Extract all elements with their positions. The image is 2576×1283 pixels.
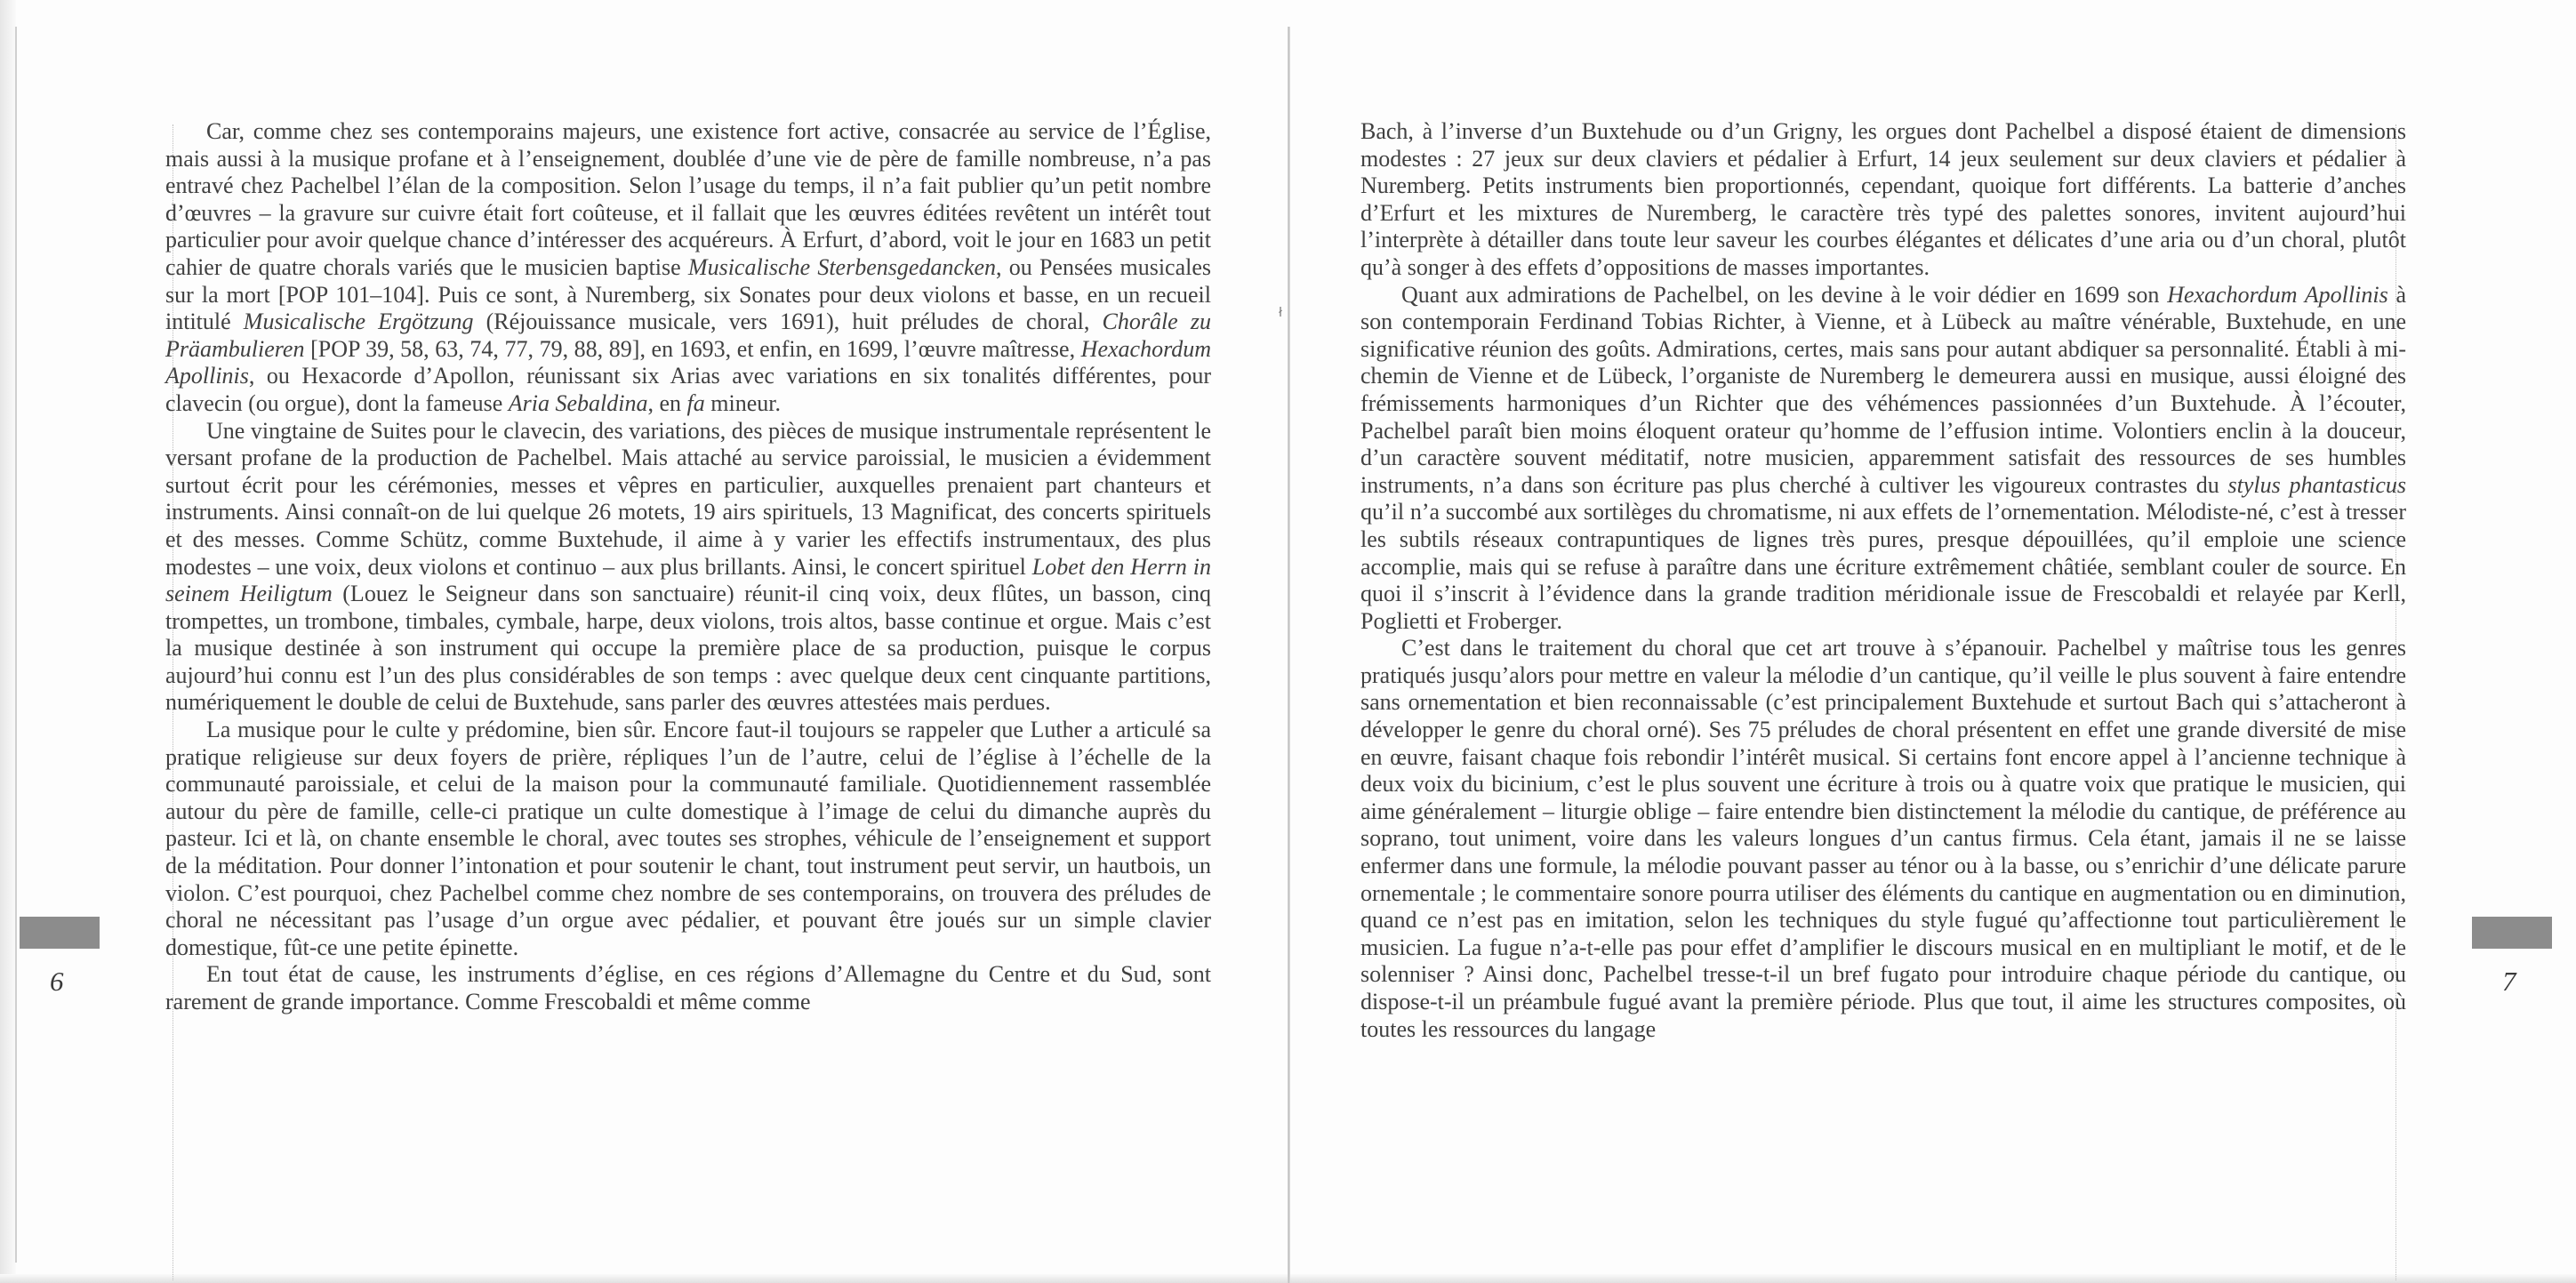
paragraph bbox=[165, 418, 1211, 718]
paragraph bbox=[165, 961, 1211, 1015]
italic-title: stylus phantasticus bbox=[2227, 471, 2406, 498]
text-run: (Louez le Seigneur dans son sanctuaire) réunit-il cinq voix, deux flûtes, un basson, cinq trompettes, un trombone, timbales, cymbale, harpe, deux violons, trois altos, basse continue et orgue. Mais c’est la musique destinée à son instrument qui occupe la première place de sa production, puisque le corpus aujourd’hui connu est l’un des plus considérables de son temps : avec quelque deux cent cinquante partitions, numériquement le double de celui de Buxtehude, sans parler des œuvres attestées mais perdues. bbox=[165, 581, 1211, 716]
page-number-left: 6 bbox=[50, 966, 64, 997]
right-thumb-tab bbox=[2472, 917, 2552, 949]
italic-title: fa bbox=[686, 389, 705, 416]
gutter-mark: ł bbox=[1279, 306, 1282, 320]
italic-title: Musicalische Ergötzung bbox=[243, 309, 474, 335]
text-run: , ou Pensées musicales sur la mort [POP 101–104]. Puis ce sont, à Nuremberg, six Sonates pour deux violons et basse, en un recueil intitulé bbox=[165, 253, 1212, 335]
italic-title: Hexachordum Apollinis bbox=[2167, 281, 2388, 308]
text-run: Une vingtaine de Suites pour le clavecin, des variations, des pièces de musique instrumentale représentent le versant profane de la production de Pachelbel. Mais attaché au service paroissial, le musicien a évidemment surtout écrit pour les cérémonies, messes et vêpres en particulier, auxquelles prenaient part chanteurs et instruments. Ainsi connaît-on de lui quelque 26 motets, 19 airs spirituels, 13 Magnificat, des concerts spirituels et des messes. Comme Schütz, comme Buxtehude, il aime à y varier les effectifs instrumentaux, des plus modestes – une voix, deux violons et continuo – aux plus brillants. Ainsi, le concert spirituel bbox=[165, 417, 1211, 580]
italic-title: Aria Sebaldina bbox=[508, 389, 648, 416]
text-run: qu’il n’a succombé aux sortilèges du chromatisme, ni aux effets de l’ornementation. Mélodiste-né, c’est à tresser les subtils réseaux contrapuntiques de lignes très pures, presque dépouillées, qu’il emploie une science accomplie, mais qui se refuse à paraître dans une écriture extrêmement châtiée, semblant couler de source. En quoi il s’inscrit à l’évidence dans la grande tradition méridionale issue de Frescobaldi et relayée par Kerll, Poglietti et Froberger. bbox=[1360, 499, 2406, 634]
book-gutter bbox=[1288, 27, 1290, 1283]
scan-edge-left bbox=[0, 0, 16, 1283]
text-run: , ou Hexacorde d’Apollon, réunissant six Arias avec variations en six tonalités différentes, pour clavecin (ou orgue), dont la fameuse bbox=[165, 363, 1211, 416]
text-run: En tout état de cause, les instruments d’église, en ces régions d’Allemagne du Centre et du Sud, sont rarement de grande importance. Comme Frescobaldi et même comme bbox=[165, 961, 1211, 1014]
right-page-text bbox=[1360, 118, 2406, 1043]
page-number-right: 7 bbox=[2502, 966, 2516, 997]
left-thumb-tab bbox=[20, 917, 100, 949]
text-run: La musique pour le culte y prédomine, bien sûr. Encore faut-il toujours se rappeler que Luther a articulé sa pratique religieuse sur deux foyers de prière, répliques l’un de l’autre, celui de l’église à l’échelle de la communauté paroissiale, et celui de la maison pour la communauté familiale. Quotidiennement rassemblée autour du père de famille, celle-ci pratique un culte domestique à l’image de celui du dimanche auprès du pasteur. Ici et là, on chante ensemble le choral, avec toutes ses strophes, véhicule de l’enseignement et support de la méditation. Pour donner l’intonation et pour soutenir le chant, tout instrument peut servir, un hautbois, un violon. C’est pourquoi, chez Pachelbel comme chez nombre de ses contemporains, on trouvera des préludes de choral ne nécessitant pas l’usage d’un orgue avec pédalier, et pouvant être joués sur un simple clavier domestique, fût-ce une petite épinette. bbox=[165, 717, 1211, 960]
italic-title: Musicalische Sterbensgedancken bbox=[687, 253, 997, 280]
italic-title: Chorâle zu Präambulieren bbox=[165, 309, 1211, 362]
text-run: à son contemporain Ferdinand Tobias Richter, à Vienne, et à Lübeck au maître vénérable, Buxtehude, en une significative réunion des goûts. Admirations, certes, mais sans pour autant abdiquer sa personnalité. Établi à mi-chemin de Vienne et de Lübeck, l’organiste de Nuremberg le demeurera aussi en musique, aussi éloigné des frémissements harmoniques d’un Richter que des véhémences passionnées d’un Buxtehude. À l’écouter, Pachelbel paraît bien moins éloquent orateur qu’homme de l’effusion intime. Volontiers enclin à la douceur, d’un caractère souvent méditatif, notre musicien, apparemment satisfait des ressources de ses humbles instruments, n’a dans son écriture pas plus cherché à cultiver les vigoureux contrastes du bbox=[1360, 281, 2406, 498]
text-run: (Réjouissance musicale, vers 1691), huit préludes de choral, bbox=[473, 309, 1103, 335]
text-run: Car, comme chez ses contemporains majeurs, une existence fort active, consacrée au service de l’Église, mais aussi à la musique profane et à l’enseignement, doublée d’une vie de père de famille nombreuse, n’a pas entravé chez Pachelbel l’élan de la composition. Selon l’usage du temps, il n’a fait publier qu’un petit nombre d’œuvres – la gravure sur cuivre était fort coûteuse, et il fallait que les œuvres éditées revêtent un intérêt tout particulier pour avoir quelque chance d’intéresser des acquéreurs. À Erfurt, d’abord, voit le jour en 1683 un petit cahier de quatre chorals variés que le musicien baptise bbox=[165, 118, 1211, 280]
paragraph bbox=[1360, 635, 2406, 1043]
paragraph bbox=[165, 118, 1211, 418]
left-page-text bbox=[165, 118, 1211, 1016]
paragraph bbox=[165, 717, 1211, 961]
italic-title: Lobet den Herrn in seinem Heiligtum bbox=[165, 553, 1211, 607]
text-run: C’est dans le traitement du choral que cet art trouve à s’épanouir. Pachelbel y maîtrise tous les genres pratiqués jusqu’alors pour mettre en valeur la mélodie d’un cantique, qu’il veille le plus souvent à faire entendre sans ornementation et bien reconnaissable (c’est principalement Buxtehude et surtout Bach qui s’attacheront à développer le genre du choral orné). Ses 75 préludes de choral présentent en effet une grande diversité de mise en œuvre, faisant chaque fois rebondir l’intérêt musical. Si certains font encore appel à l’ancienne technique à deux voix du bicinium, c’est le plus souvent une écriture à trois ou à quatre voix que pratique le musicien, qui aime généralement – liturgie oblige – faire entendre bien distinctement la mélodie du cantique, de préférence au soprano, tout uniment, voire dans les valeurs longues d’un cantus firmus. Cela étant, jamais il ne se laisse enfermer dans une formule, la mélodie pouvant passer au ténor ou à la basse, ou s’enrichir d’une délicate parure ornementale ; le commentaire sonore pourra utiliser des éléments du cantique en augmentation ou en diminution, quand ce n’est pas en imitation, selon les techniques du style fugué qu’affectionne tout particulièrement le musicien. La fugue n’a-t-elle pas pour effet d’amplifier le discours musical en en multipliant le motif, et de le solenniser ? Ainsi donc, Pachelbel tresse-t-il un bref fugato pour introduire chaque période du cantique, ou dispose-t-il un préambule fugué avant la première période. Plus que tout, il aime les structures composites, où toutes les ressources du langage bbox=[1360, 635, 2406, 1042]
text-run: , en bbox=[647, 389, 687, 416]
text-run: mineur. bbox=[704, 389, 781, 416]
text-run: Bach, à l’inverse d’un Buxtehude ou d’un Grigny, les orgues dont Pachelbel a disposé étaient de dimensions modestes : 27 jeux sur deux claviers et pédalier à Erfurt, 14 jeux seulement sur deux claviers et pédalier à Nuremberg. Petits instruments bien proportionnés, cependant, quoique fort différents. La batterie d’anches d’Erfurt et les mixtures de Nuremberg, le caractère très typé des palettes sonores, invitent aujourd’hui l’interprète à détailler dans toute leur saveur les courbes élégantes et délicates d’une aria ou d’un choral, plutôt qu’à songer à des effets d’oppositions de masses importantes. bbox=[1360, 118, 2406, 280]
text-run: [POP 39, 58, 63, 74, 77, 79, 88, 89], en 1693, et enfin, en 1699, l’œuvre maîtresse, bbox=[304, 335, 1081, 362]
text-run: Quant aux admirations de Pachelbel, on les devine à le voir dédier en 1699 son bbox=[1401, 281, 2168, 308]
paragraph bbox=[1360, 282, 2406, 636]
paragraph bbox=[1360, 118, 2406, 282]
italic-title: Hexachordum Apollinis bbox=[165, 335, 1211, 389]
